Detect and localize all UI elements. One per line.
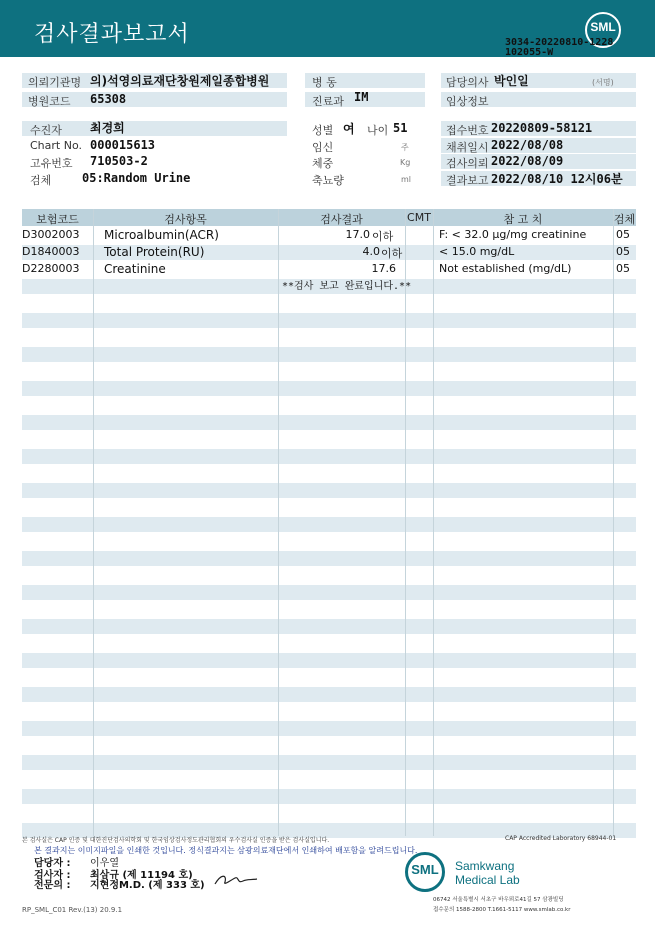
requester-value: 의)석영의료재단창원제일종합병원	[90, 74, 270, 88]
row-specimen: 05	[616, 245, 630, 258]
th-specimen: 검체	[613, 213, 636, 226]
age-label: 나이	[367, 124, 389, 137]
patient-value: 최경희	[90, 121, 125, 135]
report-id-line2: 102055-W	[505, 47, 554, 58]
row-ref: Not established (mg/dL)	[439, 262, 572, 275]
urine-unit: ml	[401, 175, 412, 184]
ward-label: 병 동	[312, 76, 337, 89]
staff-name: 최삼규 (제 11194 호)	[90, 870, 193, 881]
requester-label: 의뢰기관명	[28, 76, 82, 89]
col-divider	[278, 209, 279, 836]
table-row-stripe	[22, 653, 636, 668]
request-value: 2022/08/09	[491, 154, 564, 168]
table-row-stripe	[22, 449, 636, 464]
row-result: 17.0	[345, 228, 370, 241]
row-code: D1840003	[22, 245, 80, 258]
table-row-stripe	[22, 755, 636, 770]
table-row-stripe	[22, 415, 636, 430]
contact: 접수문의 1588-2800 T.1661-5117 www.smlab.co.kr	[433, 907, 571, 913]
row-result: 17.6	[371, 262, 396, 275]
brand-name-1: Samkwang	[455, 859, 515, 873]
specimen-value: 05:Random Urine	[82, 171, 191, 185]
col-divider	[433, 209, 434, 836]
table-row-stripe	[22, 483, 636, 498]
revision: RP_SML_C01 Rev.(13) 20.9.1	[22, 906, 123, 914]
collect-label: 채취일시	[446, 141, 489, 154]
weight-label: 체중	[312, 157, 334, 170]
doctor-value: 박인일	[494, 74, 529, 88]
staff-name: 지현정M.D. (제 333 호)	[90, 880, 205, 891]
table-row-stripe	[22, 619, 636, 634]
print-notice: 본 결과지는 이미지파일을 인쇄한 것입니다. 정식결과지는 삼광의료재단에서 인쇄하여 배포함을 알려드립니다.	[34, 846, 418, 855]
th-item: 검사항목	[164, 213, 207, 226]
brand-name-2: Medical Lab	[455, 873, 520, 887]
row-specimen: 05	[616, 228, 630, 241]
table-row-stripe	[22, 313, 636, 328]
footer-logo-text: SML	[411, 862, 439, 877]
weight-unit: Kg	[400, 158, 411, 167]
dept-value: IM	[354, 90, 369, 104]
table-row-stripe	[22, 687, 636, 702]
signature-icon	[213, 870, 259, 888]
row-code: D2280003	[22, 262, 80, 275]
clinical-label: 임상정보	[446, 95, 489, 108]
urine-label: 축뇨량	[312, 174, 344, 187]
specimen-label: 검체	[30, 174, 52, 187]
staff-name: 이우열	[90, 858, 119, 869]
row-item: Microalbumin(ACR)	[104, 228, 219, 242]
col-divider	[613, 209, 614, 836]
th-cmt: CMT	[407, 211, 431, 224]
sex-value: 여	[343, 122, 355, 136]
row-ref: F: < 32.0 µg/mg creatinine	[439, 228, 587, 241]
header-bar	[0, 0, 655, 57]
age-value: 51	[393, 121, 408, 135]
header-logo-text: SML	[590, 20, 616, 34]
completion-note: **검사 보고 완료입니다.**	[282, 281, 412, 292]
row-item: Total Protein(RU)	[104, 245, 205, 259]
request-label: 검사의뢰	[446, 157, 489, 170]
doctor-label: 담당의사	[446, 76, 489, 89]
table-row-stripe	[22, 585, 636, 600]
collect-value: 2022/08/08	[491, 138, 564, 152]
table-row-stripe	[22, 721, 636, 736]
row-item: Creatinine	[104, 262, 166, 276]
row-specimen: 05	[616, 262, 630, 275]
row-code: D3002003	[22, 228, 80, 241]
table-row-stripe	[22, 789, 636, 804]
table-row-stripe	[22, 517, 636, 532]
table-row-stripe	[22, 347, 636, 362]
staff-role: 전문의 :	[34, 880, 71, 891]
col-divider	[405, 209, 406, 836]
dept-label: 진료과	[312, 95, 344, 108]
unique-label: 고유번호	[30, 157, 73, 170]
pregnancy-label: 임신	[312, 141, 334, 154]
sex-label: 성별	[312, 124, 334, 137]
cap-lab: CAP Accredited Laboratory 68944-01	[505, 835, 617, 842]
chart-label: Chart No.	[30, 139, 82, 152]
patient-label: 수진자	[30, 124, 62, 137]
staff-role: 검사자 :	[34, 870, 71, 881]
report-id-line1: 3034-20220810-1228	[505, 37, 614, 48]
receipt-value: 20220809-58121	[491, 121, 593, 135]
table-row-stripe	[22, 551, 636, 566]
row-flag: 이하	[372, 230, 394, 243]
unique-value: 710503-2	[90, 154, 148, 168]
row-ref: < 15.0 mg/dL	[439, 245, 515, 258]
address: 06742 서울특별시 서초구 바우뫼로41길 57 삼광빌딩	[433, 897, 564, 903]
col-divider	[93, 209, 94, 836]
pregnancy-unit: 주	[401, 143, 409, 152]
th-result: 검사결과	[320, 213, 363, 226]
receipt-label: 접수번호	[446, 124, 489, 137]
th-ref: 참 고 치	[503, 213, 543, 226]
accreditation-note: 본 검사실은 CAP 인증 및 대한진단검사의학회 및 한국임상검사정도관리협회의 우수검사실 인증을 받은 검사실입니다.	[22, 837, 330, 844]
row-flag: 이하	[381, 247, 403, 260]
hospital-code-label: 병원코드	[28, 95, 71, 108]
doctor-sign: (서명)	[592, 78, 614, 87]
table-row-stripe	[22, 381, 636, 396]
hospital-code-value: 65308	[90, 92, 127, 106]
chart-value: 000015613	[90, 138, 156, 152]
staff-role: 담당자 :	[34, 858, 71, 869]
row-result: 4.0	[362, 245, 380, 258]
th-code: 보험코드	[36, 213, 79, 226]
report-title: 검사결과보고서	[34, 22, 190, 47]
report-value: 2022/08/10 12시06분	[491, 172, 623, 186]
report-label: 결과보고	[446, 174, 489, 187]
